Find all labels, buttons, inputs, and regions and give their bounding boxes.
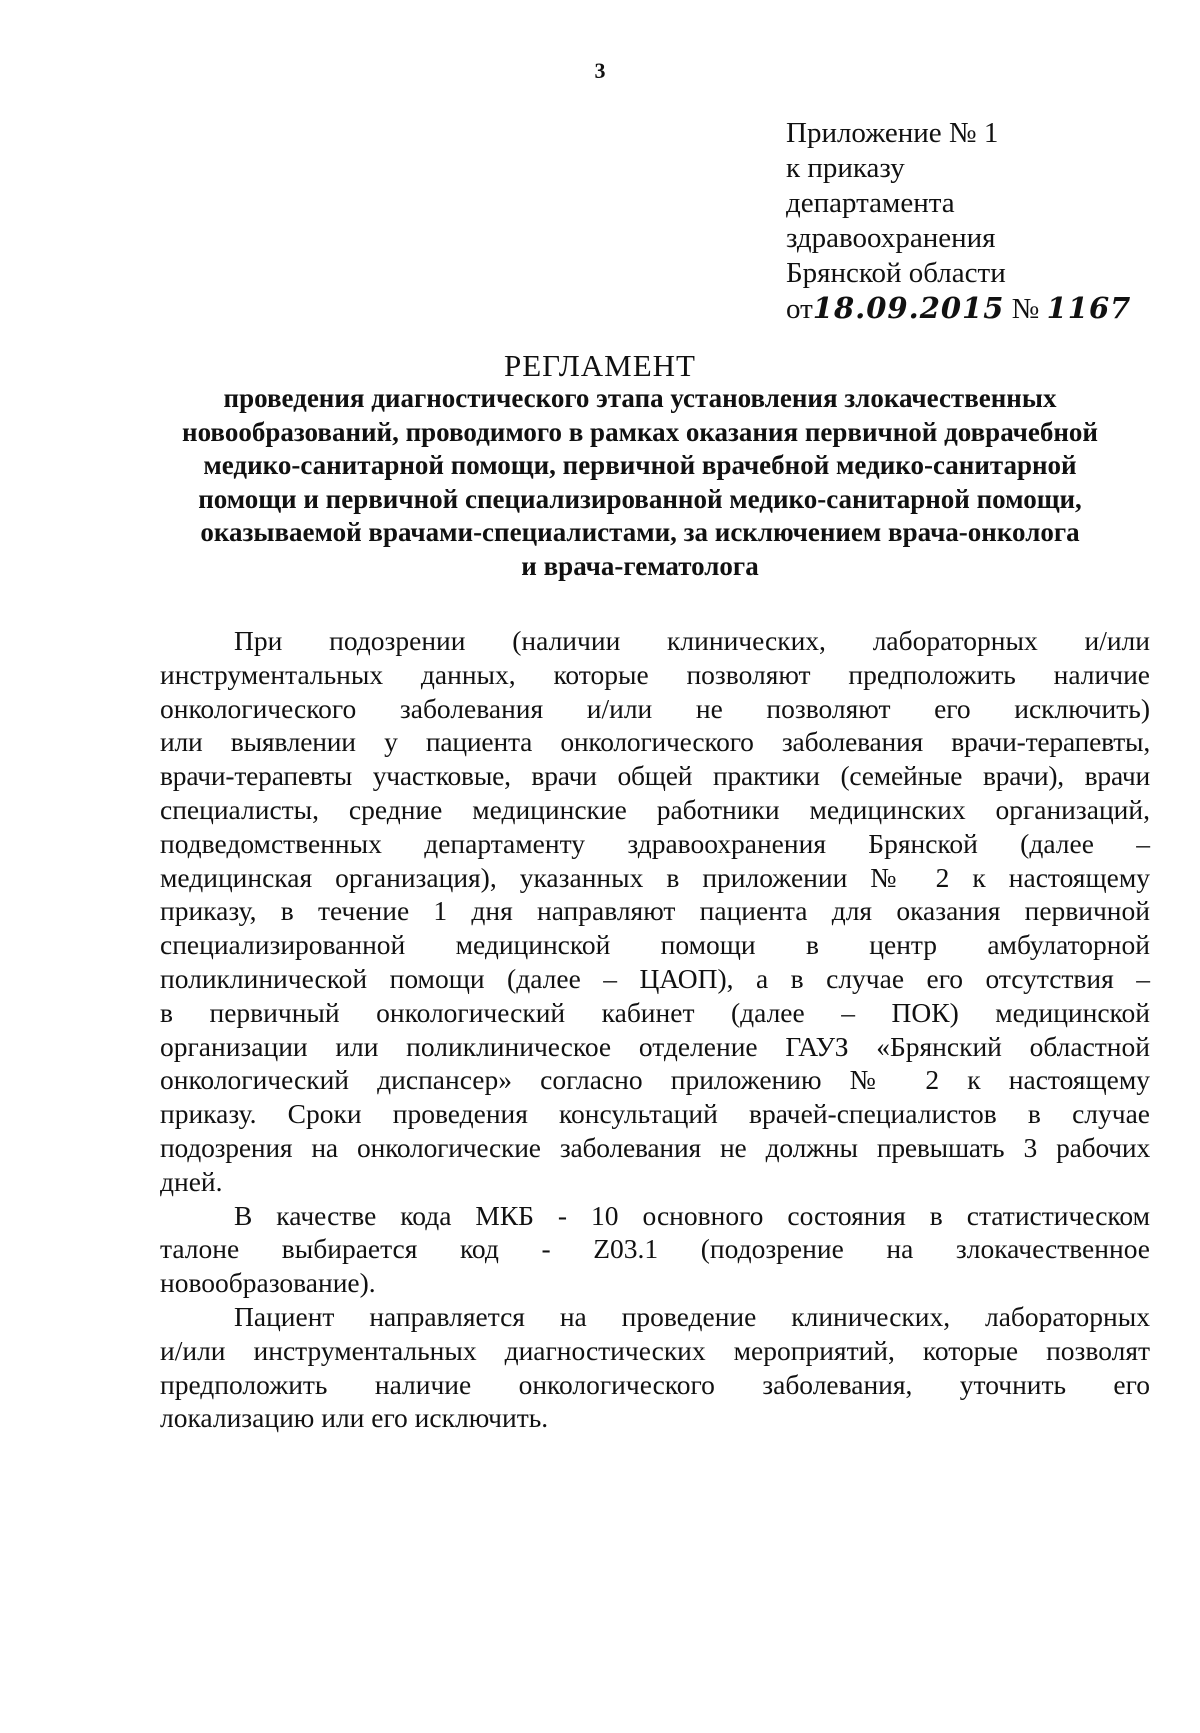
text-line: онкологического заболевания и/или не позволяют его исключить) xyxy=(160,692,1150,724)
subtitle-line: помощи и первичной специализированной медико-санитарной помощи, xyxy=(198,483,1082,514)
text-line: подведомственных департаменту здравоохранения Брянской (далее – xyxy=(160,827,1150,859)
subtitle-line: новообразований, проводимого в рамках оказания первичной доврачебной xyxy=(182,416,1098,447)
appendix-date-line xyxy=(786,291,1131,327)
text-line: инструментальных данных, которые позволяют предположить наличие xyxy=(160,658,1150,690)
text-line: или выявлении у пациента онкологического заболевания врачи-терапевты, xyxy=(160,726,1150,758)
appendix-line: Приложение № 1 xyxy=(786,117,999,149)
text-line: Пациент направляется на проведение клинических, лабораторных xyxy=(234,1300,1150,1332)
text-line: приказу. Сроки проведения консультаций врачей-специалистов в случае xyxy=(160,1098,1150,1130)
text-line: специалисты, средние медицинские работники медицинских организаций, xyxy=(160,793,1150,825)
appendix-line: департамента xyxy=(786,187,955,219)
appendix-line: к приказу xyxy=(786,152,905,184)
paragraph xyxy=(160,624,1150,1199)
subtitle-line: оказываемой врачами-специалистами, за исключением врача-онколога xyxy=(200,517,1080,547)
text-line: в первичный онкологический кабинет (далее – ПОК) медицинской xyxy=(160,996,1150,1028)
paragraph xyxy=(160,1199,1150,1300)
subtitle-line: и врача-гематолога xyxy=(521,550,759,581)
date-prefix: от xyxy=(786,293,813,325)
paragraph xyxy=(160,1300,1150,1435)
text-line: медицинская организация), указанных в приложении № 2 к настоящему xyxy=(160,861,1150,893)
body-text xyxy=(160,624,1150,1435)
text-line: В качестве кода МКБ - 10 основного состояния в статистическом xyxy=(234,1199,1150,1231)
text-line: организации или поликлиническое отделение ГАУЗ «Брянский областной xyxy=(160,1030,1150,1062)
text-line: предположить наличие онкологического заболевания, уточнить его xyxy=(160,1368,1150,1400)
text-line: новообразование). xyxy=(160,1267,376,1299)
subtitle-line: медико-санитарной помощи, первичной врачебной медико-санитарной xyxy=(203,450,1077,480)
text-line: При подозрении (наличии клинических, лабораторных и/или xyxy=(234,625,1150,656)
text-line: и/или инструментальных диагностических мероприятий, которые позволят xyxy=(160,1334,1150,1366)
text-line: онкологический диспансер» согласно приложению № 2 к настоящему xyxy=(160,1064,1150,1096)
appendix-line: здравоохранения xyxy=(786,222,996,254)
handwritten-number: 1167 xyxy=(1046,291,1132,325)
text-line: подозрения на онкологические заболевания не должны превышать 3 рабочих xyxy=(160,1131,1150,1163)
number-label: № xyxy=(1011,293,1040,325)
appendix-header xyxy=(786,116,1131,327)
text-line: талоне выбирается код - Z03.1 (подозрение на злокачественное xyxy=(160,1233,1150,1265)
appendix-line: Брянской области xyxy=(786,257,1006,289)
text-line: приказу, в течение 1 дня направляют пациента для оказания первичной xyxy=(160,895,1150,927)
text-line: поликлинической помощи (далее – ЦАОП), а в случае его отсутствия – xyxy=(160,962,1150,994)
text-line: локализацию или его исключить. xyxy=(160,1402,549,1434)
document-subtitle xyxy=(160,382,1120,583)
document-title: РЕГЛАМЕНТ xyxy=(503,348,696,383)
text-line: специализированной медицинской помощи в центр амбулаторной xyxy=(160,929,1150,961)
page-number: 3 xyxy=(594,58,606,83)
text-line: дней. xyxy=(160,1165,223,1197)
subtitle-line: проведения диагностического этапа установления злокачественных xyxy=(223,383,1057,413)
handwritten-date: 18.09.2015 xyxy=(812,291,1005,325)
text-line: врачи-терапевты участковые, врачи общей практики (семейные врачи), врачи xyxy=(160,760,1150,792)
